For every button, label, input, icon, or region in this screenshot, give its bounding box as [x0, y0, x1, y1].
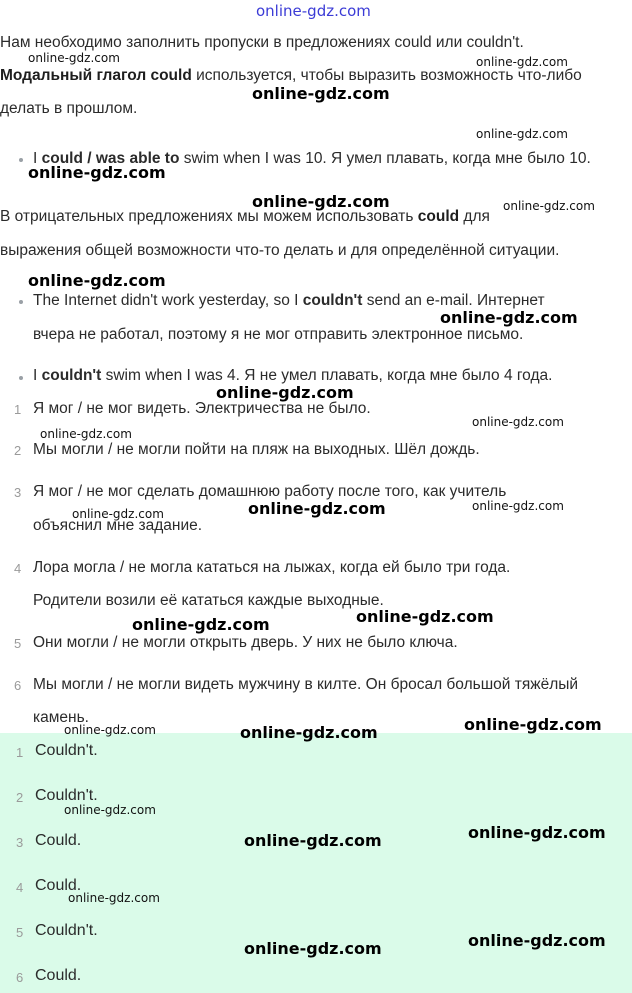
- watermark: online-gdz.com: [244, 831, 382, 850]
- negative-line-1-post: для: [459, 208, 490, 225]
- watermark: online-gdz.com: [472, 415, 564, 429]
- watermark: online-gdz.com: [72, 507, 164, 521]
- answer-number: 4: [16, 880, 24, 895]
- answer-text: Couldn't.: [35, 742, 98, 759]
- task-line-continued: камень.: [33, 709, 89, 726]
- watermark: online-gdz.com: [472, 499, 564, 513]
- watermark: online-gdz.com: [132, 615, 270, 634]
- header-watermark: online-gdz.com: [256, 2, 371, 20]
- example-2-post: send an e-mail. Интернет: [362, 292, 545, 309]
- negative-line-1: [0, 208, 490, 226]
- task-line: Мы могли / не могли пойти на пляж на выходных. Шёл дождь.: [33, 441, 480, 458]
- task-line: Они могли / не могли открыть дверь. У них не было ключа.: [33, 634, 458, 651]
- answer-text: Could.: [35, 832, 82, 849]
- watermark: online-gdz.com: [468, 823, 606, 842]
- task-line-continued: объяснил мне задание.: [33, 517, 203, 534]
- watermark: online-gdz.com: [216, 383, 354, 402]
- example-1-post: swim when I was 10. Я умел плавать, когда мне было 10.: [179, 150, 591, 167]
- watermark: online-gdz.com: [28, 163, 166, 182]
- example-3-bold: couldn't: [41, 367, 102, 384]
- answer-number: 2: [16, 790, 24, 805]
- task-number: 2: [14, 443, 22, 458]
- watermark: online-gdz.com: [252, 84, 390, 103]
- negative-line-1-bold: could: [417, 208, 460, 225]
- watermark: online-gdz.com: [244, 939, 382, 958]
- bullet-dot: [19, 158, 23, 162]
- answer-number: 5: [16, 925, 24, 940]
- answer-text: Could.: [35, 877, 82, 894]
- example-3-post: swim when I was 4. Я не умел плавать, когда мне было 4 года.: [101, 367, 553, 384]
- bullet-dot: [19, 300, 23, 304]
- intro-bold: Модальный глагол could: [0, 67, 192, 84]
- answer-text: Couldn't.: [35, 787, 98, 804]
- example-1-pre: I: [33, 150, 42, 167]
- task-number: 6: [14, 678, 22, 693]
- watermark: online-gdz.com: [40, 427, 132, 441]
- watermark: online-gdz.com: [28, 271, 166, 290]
- answer-text: Could.: [35, 967, 82, 984]
- answer-number: 1: [16, 745, 24, 760]
- task-line: Мы могли / не могли видеть мужчину в килте. Он бросал большой тяжёлый: [33, 676, 579, 693]
- task-line: Я мог / не мог видеть. Электричества не было.: [33, 400, 371, 417]
- watermark: online-gdz.com: [503, 199, 595, 213]
- watermark: online-gdz.com: [476, 55, 568, 69]
- example-2-pre: The Internet didn't work yesterday, so I: [33, 292, 303, 309]
- answer-number: 6: [16, 970, 24, 985]
- watermark: online-gdz.com: [240, 723, 378, 742]
- task-line: Я мог / не мог сделать домашнюю работу после того, как учитель: [33, 483, 507, 500]
- watermark: online-gdz.com: [440, 308, 578, 327]
- task-number: 5: [14, 636, 22, 651]
- intro-line-2: [0, 67, 582, 85]
- watermark: online-gdz.com: [476, 127, 568, 141]
- watermark: online-gdz.com: [68, 891, 160, 905]
- example-2-bold: couldn't: [302, 292, 363, 309]
- watermark: online-gdz.com: [248, 499, 386, 518]
- watermark: online-gdz.com: [356, 607, 494, 626]
- task-number: 1: [14, 402, 22, 417]
- negative-line-2: выражения общей возможности что-то делать и для определённой ситуации.: [0, 242, 560, 259]
- watermark: online-gdz.com: [28, 51, 120, 65]
- watermark: online-gdz.com: [64, 803, 156, 817]
- watermark: online-gdz.com: [252, 192, 390, 211]
- watermark: online-gdz.com: [468, 931, 606, 950]
- answer-number: 3: [16, 835, 24, 850]
- task-number: 3: [14, 485, 22, 500]
- task-line: Лора могла / не могла кататься на лыжах, когда ей было три года.: [33, 559, 511, 576]
- watermark: online-gdz.com: [64, 723, 156, 737]
- intro-line-1: Нам необходимо заполнить пропуски в предложениях could или couldn't.: [0, 34, 524, 51]
- watermark: online-gdz.com: [464, 715, 602, 734]
- bullet-dot: [19, 376, 23, 380]
- negative-line-1-pre: В отрицательных предложениях мы можем использовать: [0, 208, 418, 225]
- intro-line-2-rest: используется, чтобы выразить возможность что-либо: [191, 67, 582, 84]
- task-number: 4: [14, 561, 22, 576]
- task-line-continued: Родители возили её кататься каждые выходные.: [33, 592, 384, 609]
- example-1-bold: could / was able to: [41, 150, 180, 167]
- example-3-pre: I: [33, 367, 42, 384]
- example-2-line-2: вчера не работал, поэтому я не мог отправить электронное письмо.: [33, 326, 524, 343]
- answer-text: Couldn't.: [35, 922, 98, 939]
- intro-line-3: делать в прошлом.: [0, 100, 138, 117]
